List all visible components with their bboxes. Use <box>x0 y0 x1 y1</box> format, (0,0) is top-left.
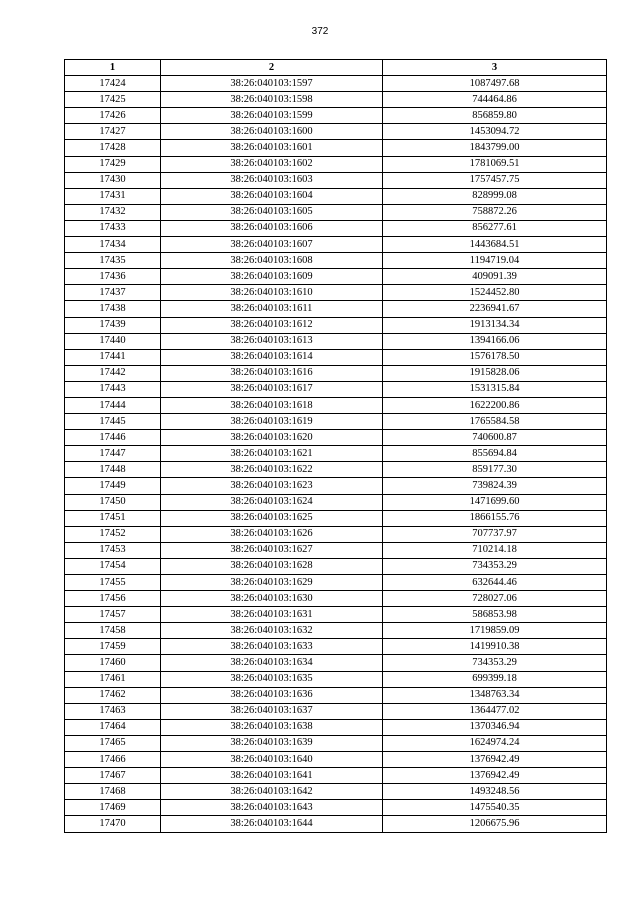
cadastral-number-cell: 38:26:040103:1644 <box>161 816 383 832</box>
value-cell: 1087497.68 <box>383 76 607 92</box>
table-row <box>65 92 607 108</box>
value-cell: 1866155.76 <box>383 510 607 526</box>
row-number-cell: 17444 <box>65 397 161 413</box>
table-row <box>65 558 607 574</box>
value-cell: 734353.29 <box>383 655 607 671</box>
cadastral-number-cell: 38:26:040103:1613 <box>161 333 383 349</box>
table-row <box>65 269 607 285</box>
value-cell: 1781069.51 <box>383 156 607 172</box>
table-row <box>65 768 607 784</box>
row-number-cell: 17468 <box>65 784 161 800</box>
row-number-cell: 17426 <box>65 108 161 124</box>
row-number-cell: 17467 <box>65 768 161 784</box>
table-row <box>65 365 607 381</box>
value-cell: 1364477.02 <box>383 703 607 719</box>
row-number-cell: 17434 <box>65 237 161 253</box>
row-number-cell: 17463 <box>65 703 161 719</box>
cadastral-number-cell: 38:26:040103:1626 <box>161 526 383 542</box>
cadastral-number-cell: 38:26:040103:1617 <box>161 381 383 397</box>
cadastral-number-cell: 38:26:040103:1624 <box>161 494 383 510</box>
table-row <box>65 478 607 494</box>
value-cell: 1493248.56 <box>383 784 607 800</box>
value-cell: 1843799.00 <box>383 140 607 156</box>
value-cell: 1576178.50 <box>383 349 607 365</box>
cadastral-number-cell: 38:26:040103:1638 <box>161 719 383 735</box>
cadastral-number-cell: 38:26:040103:1606 <box>161 220 383 236</box>
cadastral-number-cell: 38:26:040103:1614 <box>161 349 383 365</box>
table-row <box>65 108 607 124</box>
value-cell: 1475540.35 <box>383 800 607 816</box>
value-cell: 734353.29 <box>383 558 607 574</box>
cadastral-number-cell: 38:26:040103:1618 <box>161 397 383 413</box>
value-cell: 1419910.38 <box>383 639 607 655</box>
header-row <box>65 60 607 76</box>
table-row <box>65 575 607 591</box>
table-row <box>65 446 607 462</box>
value-cell: 632644.46 <box>383 575 607 591</box>
value-cell: 1622200.86 <box>383 397 607 413</box>
table-row <box>65 719 607 735</box>
row-number-cell: 17454 <box>65 558 161 574</box>
table-row <box>65 253 607 269</box>
table-row <box>65 735 607 751</box>
table-row <box>65 301 607 317</box>
value-cell: 1443684.51 <box>383 237 607 253</box>
table-row <box>65 639 607 655</box>
value-cell: 1624974.24 <box>383 735 607 751</box>
cadastral-number-cell: 38:26:040103:1637 <box>161 703 383 719</box>
cadastral-number-cell: 38:26:040103:1629 <box>161 575 383 591</box>
value-cell: 744464.86 <box>383 92 607 108</box>
column-header-1: 1 <box>65 60 161 76</box>
table-row <box>65 430 607 446</box>
row-number-cell: 17446 <box>65 430 161 446</box>
value-cell: 855694.84 <box>383 446 607 462</box>
cadastral-number-cell: 38:26:040103:1641 <box>161 768 383 784</box>
cadastral-number-cell: 38:26:040103:1609 <box>161 269 383 285</box>
table-row <box>65 220 607 236</box>
table-header <box>65 60 607 76</box>
value-cell: 1453094.72 <box>383 124 607 140</box>
table-row <box>65 623 607 639</box>
row-number-cell: 17462 <box>65 687 161 703</box>
value-cell: 2236941.67 <box>383 301 607 317</box>
value-cell: 1370346.94 <box>383 719 607 735</box>
table-row <box>65 414 607 430</box>
cadastral-number-cell: 38:26:040103:1599 <box>161 108 383 124</box>
row-number-cell: 17465 <box>65 735 161 751</box>
row-number-cell: 17459 <box>65 639 161 655</box>
table-row <box>65 542 607 558</box>
row-number-cell: 17450 <box>65 494 161 510</box>
cadastral-number-cell: 38:26:040103:1611 <box>161 301 383 317</box>
row-number-cell: 17452 <box>65 526 161 542</box>
row-number-cell: 17455 <box>65 575 161 591</box>
table-row <box>65 752 607 768</box>
value-cell: 859177.30 <box>383 462 607 478</box>
cadastral-number-cell: 38:26:040103:1643 <box>161 800 383 816</box>
value-cell: 699399.18 <box>383 671 607 687</box>
table-row <box>65 591 607 607</box>
data-table <box>64 59 607 833</box>
row-number-cell: 17440 <box>65 333 161 349</box>
row-number-cell: 17427 <box>65 124 161 140</box>
row-number-cell: 17451 <box>65 510 161 526</box>
value-cell: 1524452.80 <box>383 285 607 301</box>
row-number-cell: 17436 <box>65 269 161 285</box>
cadastral-number-cell: 38:26:040103:1621 <box>161 446 383 462</box>
cadastral-number-cell: 38:26:040103:1610 <box>161 285 383 301</box>
row-number-cell: 17435 <box>65 253 161 269</box>
cadastral-number-cell: 38:26:040103:1600 <box>161 124 383 140</box>
cadastral-number-cell: 38:26:040103:1622 <box>161 462 383 478</box>
row-number-cell: 17431 <box>65 188 161 204</box>
table-row <box>65 333 607 349</box>
row-number-cell: 17449 <box>65 478 161 494</box>
value-cell: 856859.80 <box>383 108 607 124</box>
value-cell: 1394166.06 <box>383 333 607 349</box>
value-cell: 1194719.04 <box>383 253 607 269</box>
table-row <box>65 526 607 542</box>
cadastral-number-cell: 38:26:040103:1639 <box>161 735 383 751</box>
cadastral-number-cell: 38:26:040103:1636 <box>161 687 383 703</box>
cadastral-number-cell: 38:26:040103:1602 <box>161 156 383 172</box>
table-row <box>65 349 607 365</box>
row-number-cell: 17432 <box>65 204 161 220</box>
row-number-cell: 17445 <box>65 414 161 430</box>
row-number-cell: 17469 <box>65 800 161 816</box>
row-number-cell: 17428 <box>65 140 161 156</box>
row-number-cell: 17466 <box>65 752 161 768</box>
row-number-cell: 17441 <box>65 349 161 365</box>
cadastral-number-cell: 38:26:040103:1601 <box>161 140 383 156</box>
value-cell: 740600.87 <box>383 430 607 446</box>
row-number-cell: 17447 <box>65 446 161 462</box>
table-row <box>65 172 607 188</box>
table-row <box>65 204 607 220</box>
row-number-cell: 17453 <box>65 542 161 558</box>
cadastral-number-cell: 38:26:040103:1632 <box>161 623 383 639</box>
table-row <box>65 188 607 204</box>
cadastral-number-cell: 38:26:040103:1635 <box>161 671 383 687</box>
cadastral-number-cell: 38:26:040103:1598 <box>161 92 383 108</box>
row-number-cell: 17464 <box>65 719 161 735</box>
table-row <box>65 462 607 478</box>
table-row <box>65 140 607 156</box>
table-row <box>65 655 607 671</box>
row-number-cell: 17458 <box>65 623 161 639</box>
value-cell: 1915828.06 <box>383 365 607 381</box>
table-row <box>65 237 607 253</box>
cadastral-number-cell: 38:26:040103:1633 <box>161 639 383 655</box>
cadastral-number-cell: 38:26:040103:1612 <box>161 317 383 333</box>
value-cell: 710214.18 <box>383 542 607 558</box>
row-number-cell: 17442 <box>65 365 161 381</box>
cadastral-number-cell: 38:26:040103:1616 <box>161 365 383 381</box>
value-cell: 707737.97 <box>383 526 607 542</box>
row-number-cell: 17448 <box>65 462 161 478</box>
row-number-cell: 17429 <box>65 156 161 172</box>
table-row <box>65 703 607 719</box>
value-cell: 1206675.96 <box>383 816 607 832</box>
cadastral-number-cell: 38:26:040103:1619 <box>161 414 383 430</box>
table-row <box>65 124 607 140</box>
cadastral-number-cell: 38:26:040103:1620 <box>161 430 383 446</box>
cadastral-number-cell: 38:26:040103:1608 <box>161 253 383 269</box>
cadastral-number-cell: 38:26:040103:1627 <box>161 542 383 558</box>
value-cell: 1531315.84 <box>383 381 607 397</box>
page-number: 372 <box>311 26 329 37</box>
row-number-cell: 17443 <box>65 381 161 397</box>
table-body <box>65 76 607 832</box>
table-row <box>65 76 607 92</box>
value-cell: 409091.39 <box>383 269 607 285</box>
value-cell: 1913134.34 <box>383 317 607 333</box>
value-cell: 1348763.34 <box>383 687 607 703</box>
value-cell: 758872.26 <box>383 204 607 220</box>
table-row <box>65 156 607 172</box>
table-row <box>65 317 607 333</box>
row-number-cell: 17433 <box>65 220 161 236</box>
row-number-cell: 17437 <box>65 285 161 301</box>
cadastral-number-cell: 38:26:040103:1634 <box>161 655 383 671</box>
value-cell: 1765584.58 <box>383 414 607 430</box>
table-row <box>65 671 607 687</box>
table-row <box>65 285 607 301</box>
row-number-cell: 17457 <box>65 607 161 623</box>
value-cell: 586853.98 <box>383 607 607 623</box>
column-header-3: 3 <box>383 60 607 76</box>
value-cell: 728027.06 <box>383 591 607 607</box>
row-number-cell: 17461 <box>65 671 161 687</box>
table-row <box>65 607 607 623</box>
cadastral-number-cell: 38:26:040103:1642 <box>161 784 383 800</box>
table-row <box>65 510 607 526</box>
row-number-cell: 17430 <box>65 172 161 188</box>
table-row <box>65 397 607 413</box>
cadastral-number-cell: 38:26:040103:1597 <box>161 76 383 92</box>
cadastral-number-cell: 38:26:040103:1607 <box>161 237 383 253</box>
row-number-cell: 17460 <box>65 655 161 671</box>
row-number-cell: 17424 <box>65 76 161 92</box>
value-cell: 1471699.60 <box>383 494 607 510</box>
row-number-cell: 17470 <box>65 816 161 832</box>
value-cell: 1376942.49 <box>383 768 607 784</box>
value-cell: 739824.39 <box>383 478 607 494</box>
cadastral-number-cell: 38:26:040103:1623 <box>161 478 383 494</box>
value-cell: 856277.61 <box>383 220 607 236</box>
cadastral-number-cell: 38:26:040103:1640 <box>161 752 383 768</box>
cadastral-number-cell: 38:26:040103:1625 <box>161 510 383 526</box>
row-number-cell: 17425 <box>65 92 161 108</box>
row-number-cell: 17438 <box>65 301 161 317</box>
cadastral-number-cell: 38:26:040103:1605 <box>161 204 383 220</box>
cadastral-number-cell: 38:26:040103:1630 <box>161 591 383 607</box>
value-cell: 1719859.09 <box>383 623 607 639</box>
table-row <box>65 687 607 703</box>
value-cell: 828999.08 <box>383 188 607 204</box>
value-cell: 1376942.49 <box>383 752 607 768</box>
row-number-cell: 17439 <box>65 317 161 333</box>
cadastral-number-cell: 38:26:040103:1631 <box>161 607 383 623</box>
value-cell: 1757457.75 <box>383 172 607 188</box>
cadastral-number-cell: 38:26:040103:1604 <box>161 188 383 204</box>
cadastral-number-cell: 38:26:040103:1628 <box>161 558 383 574</box>
table-row <box>65 816 607 832</box>
table-row <box>65 381 607 397</box>
row-number-cell: 17456 <box>65 591 161 607</box>
table-row <box>65 784 607 800</box>
table-row <box>65 494 607 510</box>
table-row <box>65 800 607 816</box>
column-header-2: 2 <box>161 60 383 76</box>
cadastral-number-cell: 38:26:040103:1603 <box>161 172 383 188</box>
